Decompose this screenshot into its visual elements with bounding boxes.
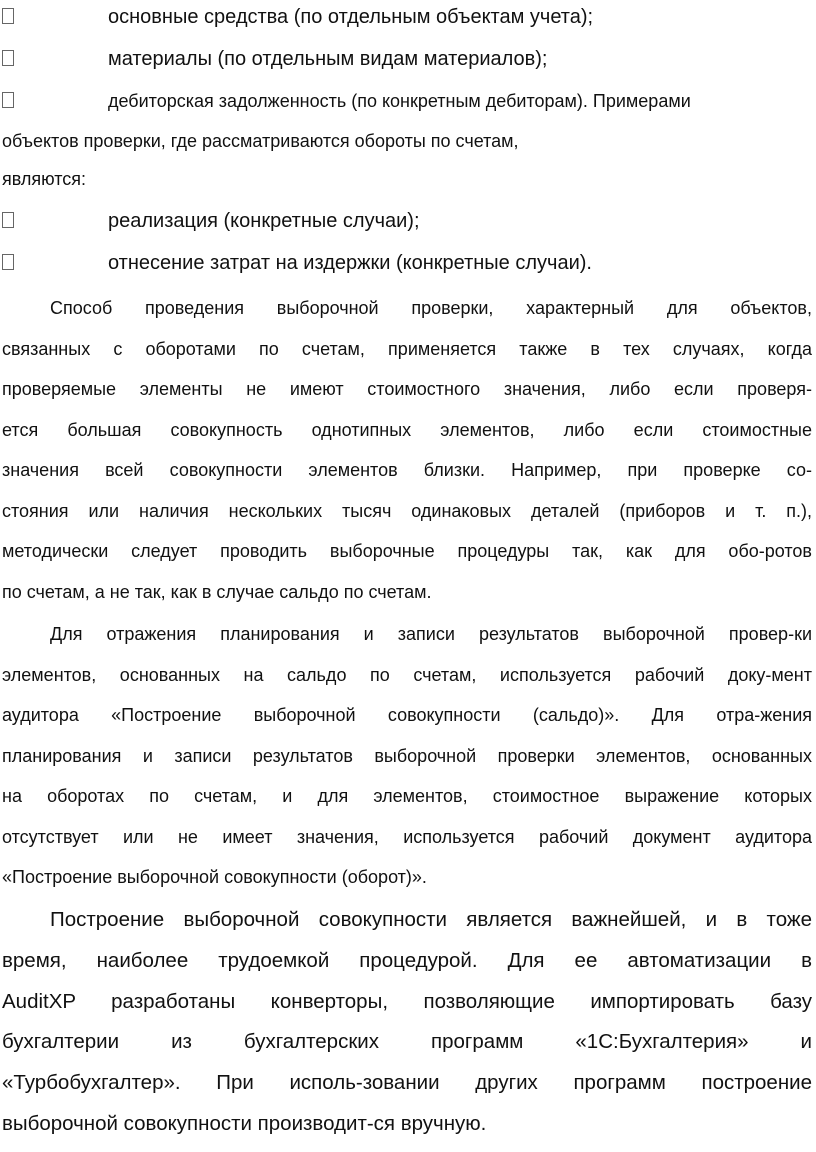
bottom-list <box>0 200 814 284</box>
text-line: являются: <box>2 169 87 189</box>
paragraph-1 <box>2 288 812 612</box>
text-line: объектов проверки, где рассматриваются обороты по счетам, <box>2 131 519 151</box>
text-line: на оборотах по счетам, и для элементов, стоимостное выражение которых <box>2 786 812 806</box>
text-line: «Турбобухгалтер». При исполь-зовании других программ построение <box>2 1071 812 1095</box>
list-item <box>0 80 814 122</box>
list-item <box>0 0 814 38</box>
text-line: отсутствует или не имеет значения, используется рабочий документ аудитора <box>2 826 812 847</box>
text-line: «Построение выборочной совокупности (оборот)». <box>2 867 427 887</box>
list-item <box>0 242 814 284</box>
text-line: ется большая совокупность однотипных элементов, либо если стоимостные <box>2 419 812 440</box>
text-line: аудитора «Построение выборочной совокупности (сальдо)». Для отра-жения <box>2 705 812 725</box>
text-line: планирования и записи результатов выборочной проверки элементов, основанных <box>2 745 812 766</box>
text-line: методически следует проводить выборочные процедуры так, как для обо-ротов <box>2 541 812 561</box>
text-line: стояния или наличия нескольких тысяч одинаковых деталей (приборов и т. п.), <box>2 500 812 521</box>
text-line: AuditXP разработаны конверторы, позволяющие импортировать базу <box>2 989 812 1013</box>
top-list <box>0 0 814 122</box>
list-item-text: отнесение затрат на издержки (конкретные случаи). <box>108 252 592 274</box>
text-line: Построение выборочной совокупности является важнейшей, и в тоже <box>50 908 812 931</box>
list-item-text: материалы (по отдельным видам материалов); <box>108 48 548 70</box>
bullet-placeholder-icon <box>2 50 14 66</box>
list-item-text: дебиторская задолженность (по конкретным дебиторам). Примерами <box>108 91 691 111</box>
list-item <box>0 200 814 242</box>
text-line: элементов, основанных на сальдо по счетам, используется рабочий доку-мент <box>2 664 812 685</box>
list-item <box>0 38 814 80</box>
bullet-placeholder-icon <box>2 92 14 108</box>
continuation-text <box>2 121 814 199</box>
paragraph-2 <box>2 614 812 898</box>
text-line: время, наиболее трудоемкой процедурой. Для ее автоматизации в <box>2 948 812 972</box>
list-item-text: реализация (конкретные случаи); <box>108 210 420 232</box>
bullet-placeholder-icon <box>2 212 14 228</box>
text-line: Способ проведения выборочной проверки, характерный для объектов, <box>50 298 812 318</box>
text-line: связанных с оборотами по счетам, применяется также в тех случаях, когда <box>2 338 812 359</box>
bullet-placeholder-icon <box>2 8 14 24</box>
text-line: бухгалтерии из бухгалтерских программ «1С:Бухгалтерия» и <box>2 1030 812 1054</box>
text-line: выборочной совокупности производит-ся вручную. <box>2 1111 487 1135</box>
list-item-text: основные средства (по отдельным объектам учета); <box>108 6 594 28</box>
bullet-placeholder-icon <box>2 254 14 270</box>
text-line: Для отражения планирования и записи результатов выборочной провер-ки <box>50 624 812 644</box>
paragraph-3 <box>2 900 812 1145</box>
text-line: по счетам, а не так, как в случае сальдо по счетам. <box>2 581 432 602</box>
text-line: значения всей совокупности элементов близки. Например, при проверке со- <box>2 460 812 480</box>
text-line: проверяемые элементы не имеют стоимостного значения, либо если проверя- <box>2 379 812 399</box>
